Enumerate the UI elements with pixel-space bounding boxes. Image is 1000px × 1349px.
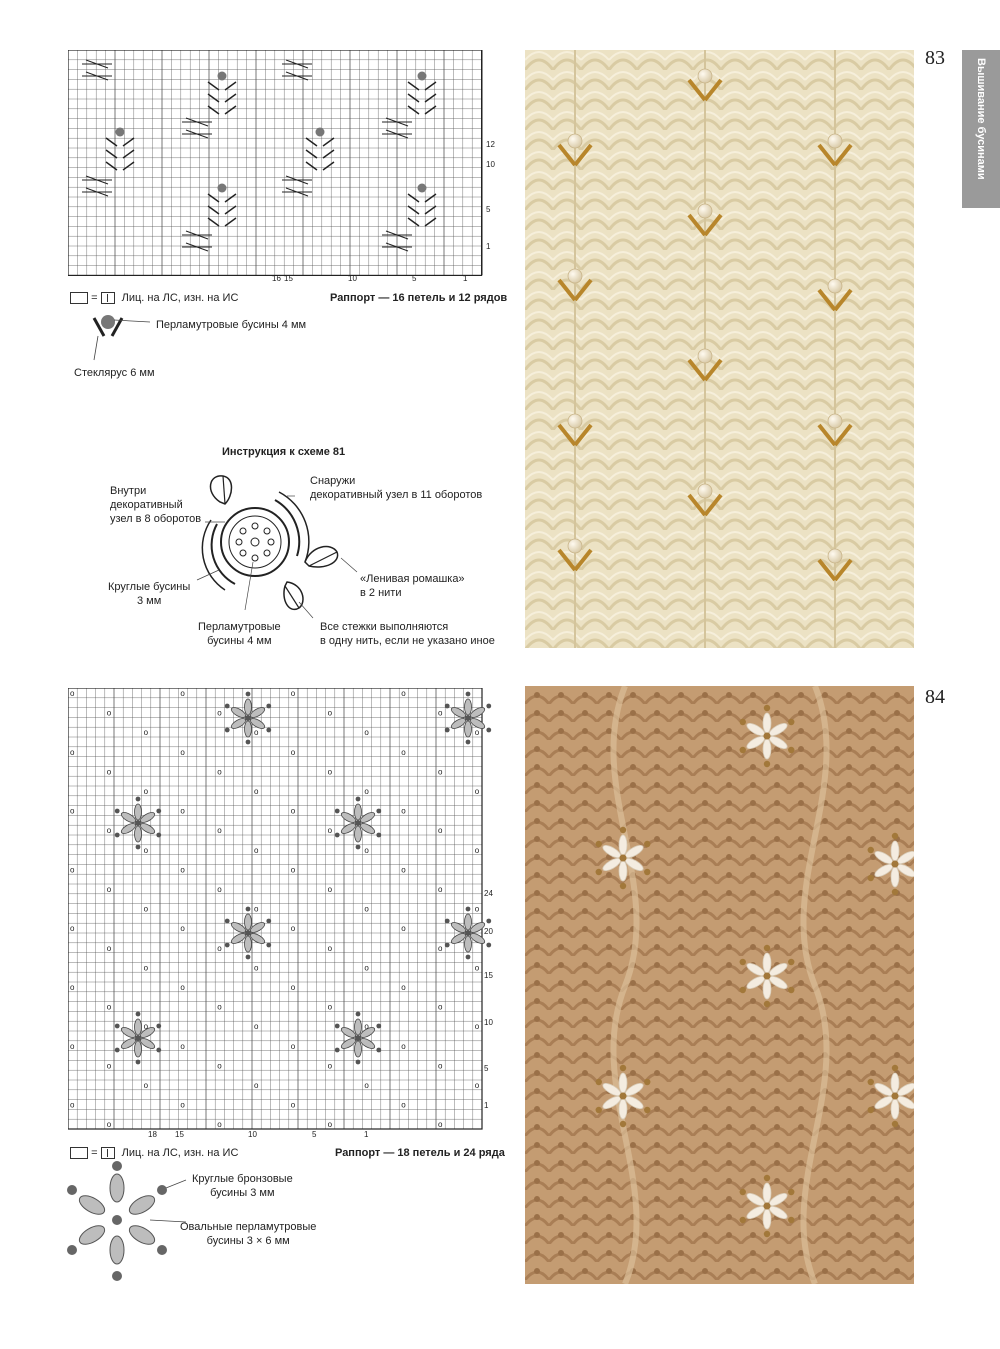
legend-equals: =: [91, 1147, 98, 1159]
bead-motif: [208, 184, 236, 227]
stitch-symbol: o: [438, 885, 443, 894]
stitch-symbol: o: [106, 1002, 112, 1012]
chart-83-grid: [68, 50, 498, 285]
stitch-symbol: o: [106, 1120, 112, 1130]
row-number: 10: [484, 1018, 493, 1027]
row-number: 12: [486, 140, 495, 149]
stitch-symbol: o: [217, 943, 222, 953]
chart-83: [68, 50, 498, 290]
bugle-motif: [282, 60, 312, 80]
bronze-beads-line-2: бусины 3 мм: [210, 1187, 275, 1199]
stitch-symbol: o: [290, 983, 296, 992]
stitch-symbol: o: [474, 1081, 480, 1090]
side-tab-label: Вышивание бусинами: [975, 58, 987, 180]
stitch-symbol: o: [290, 1100, 296, 1110]
row-number: 5: [484, 1064, 489, 1073]
inner-knot-line-1: Внутри: [110, 485, 147, 497]
stitch-symbol: o: [364, 787, 369, 796]
side-tab[interactable]: [962, 50, 1000, 208]
oval-beads-label: [180, 1220, 316, 1248]
stitch-symbol: o: [290, 1041, 296, 1051]
stitch-symbol: o: [438, 826, 443, 836]
stitch-symbol: o: [327, 826, 333, 836]
stitch-symbol: o: [106, 826, 112, 836]
stitch-symbol: o: [364, 963, 369, 973]
bugle-motif: [82, 176, 112, 196]
bead-motif: [408, 72, 436, 115]
stitch-symbol: o: [143, 845, 149, 855]
stitch-symbol: o: [217, 767, 222, 777]
flower-motif: [445, 692, 491, 745]
page-number-83: 83: [925, 47, 945, 69]
lazy-daisy-label: [360, 572, 465, 600]
stitch-symbol: o: [254, 787, 259, 796]
stitch-symbol: o: [364, 904, 369, 914]
tan-knit-image: [525, 686, 914, 1284]
bugle-motif: [282, 176, 312, 196]
bugle-label-83: Стеклярус 6 мм: [74, 367, 155, 379]
pearl-beads-line-1: Перламутровые: [198, 621, 281, 633]
stitch-symbol: o: [143, 728, 149, 738]
flower-motif: [335, 1012, 381, 1065]
outer-knot-line-1: Снаружи: [310, 475, 356, 487]
stitch-note: [320, 620, 495, 648]
stitch-symbol: o: [180, 865, 185, 875]
cream-knit-image: [525, 50, 914, 648]
row-number: 1: [486, 242, 491, 251]
flower-legend-84: [62, 1160, 192, 1295]
row-number: 24: [484, 889, 493, 898]
stitch-symbol: o: [254, 728, 259, 738]
stitch-symbol: o: [474, 787, 480, 796]
stitch-symbol: o: [180, 983, 185, 992]
stitch-symbol: o: [106, 708, 112, 718]
stitch-symbol: o: [254, 963, 259, 973]
stitch-symbol: o: [327, 943, 333, 953]
stitch-symbol: o: [70, 1100, 75, 1110]
col-number: 18: [148, 1130, 157, 1138]
bead-motif: [106, 128, 134, 171]
stitch-symbol: o: [290, 747, 296, 757]
legend-84-knit: [70, 1146, 238, 1160]
bead-flower-icon: [62, 1160, 192, 1290]
stitch-symbol: o: [401, 924, 406, 934]
bead-bugle-legend-83: [88, 308, 158, 368]
bead-motif: [208, 72, 236, 115]
stitch-symbol: o: [70, 865, 75, 875]
col-number: 5: [412, 274, 417, 283]
stitch-symbol: o: [217, 1061, 222, 1071]
chart-84: [68, 688, 498, 1143]
inner-knot-label: [110, 484, 201, 526]
col-number: 10: [348, 274, 357, 283]
stitch-symbol: o: [290, 865, 296, 875]
stitch-symbol: o: [143, 787, 149, 796]
pearl-beads-label: [198, 620, 281, 648]
empty-cell-icon: [70, 1147, 88, 1159]
pearl-bead-label-83: Перламутровые бусины 4 мм: [156, 319, 307, 331]
inner-knot-line-2: декоративный: [110, 499, 183, 511]
row-number: 1: [484, 1101, 489, 1110]
knit-sample-photo-83: [525, 50, 914, 648]
round-beads-line-1: Круглые бусины: [108, 581, 191, 593]
stitch-symbol: o: [290, 924, 296, 934]
stitch-symbol: o: [438, 708, 443, 718]
stitch-symbol: o: [143, 963, 149, 973]
flower-motif: [115, 1012, 161, 1065]
stitch-symbol: o: [106, 885, 112, 894]
stitch-symbol: o: [70, 1041, 75, 1051]
outer-knot-line-2: декоративный узел в 11 оборотов: [310, 489, 483, 501]
empty-cell-icon: [70, 292, 88, 304]
inner-knot-line-3: узел в 8 оборотов: [110, 513, 202, 525]
repeat-84: Раппорт — 18 петель и 24 ряда: [335, 1147, 505, 1159]
stitch-symbol: o: [474, 963, 480, 973]
row-number: 10: [486, 160, 495, 169]
knit-sample-photo-84: [525, 686, 914, 1284]
stitch-symbol: o: [217, 826, 222, 836]
knit-cell-icon: [101, 1147, 115, 1159]
legend-knit-text: Лиц. на ЛС, изн. на ИС: [121, 1147, 239, 1159]
stitch-symbol: o: [254, 845, 259, 855]
stitch-symbol: o: [364, 1022, 369, 1032]
stitch-symbol: o: [254, 904, 259, 914]
legend-equals: =: [91, 292, 98, 304]
stitch-symbol: o: [254, 1022, 259, 1032]
stitch-symbol: o: [401, 747, 406, 757]
stitch-symbol: o: [401, 1041, 406, 1051]
stitch-symbol: o: [438, 1002, 443, 1012]
bead-motif: [408, 184, 436, 227]
lazy-daisy-line-2: в 2 нити: [360, 587, 402, 599]
stitch-symbol: o: [106, 1061, 112, 1071]
flower-motif: [225, 692, 271, 745]
repeat-83: Раппорт — 16 петель и 12 рядов: [330, 292, 508, 304]
stitch-symbol: o: [70, 747, 75, 757]
bead-motif: [306, 128, 334, 171]
stitch-symbol: o: [254, 1081, 259, 1090]
stitch-symbol: o: [180, 1100, 185, 1110]
stitch-symbol: o: [290, 689, 296, 698]
stitch-symbol: o: [401, 689, 406, 698]
stitch-symbol: o: [364, 845, 369, 855]
stitch-symbol: o: [143, 1022, 149, 1032]
oval-beads-line-2: бусины 3 × 6 мм: [206, 1235, 290, 1247]
knit-cell-icon: [101, 292, 115, 304]
stitch-symbol: o: [327, 1002, 333, 1012]
col-number: 10: [248, 1130, 257, 1138]
stitch-symbol: o: [327, 767, 333, 777]
stitch-symbol: o: [217, 1120, 222, 1130]
stitch-symbol: o: [217, 1002, 222, 1012]
col-number: 1: [463, 274, 468, 283]
stitch-symbol: o: [180, 1041, 185, 1051]
legend-83-knit: [70, 291, 238, 305]
row-number: 5: [486, 205, 491, 214]
stitch-symbol: o: [438, 943, 443, 953]
stitch-symbol: o: [364, 728, 369, 738]
stitch-symbol: o: [217, 708, 222, 718]
stitch-symbol: o: [474, 1022, 480, 1032]
bead-bugle-icon: [88, 308, 158, 363]
stitch-symbol: o: [327, 1120, 333, 1130]
stitch-symbol: o: [438, 1120, 443, 1130]
stitch-symbol: o: [70, 689, 75, 698]
round-beads-label: [108, 580, 190, 608]
stitch-symbol: o: [70, 806, 75, 816]
row-number: 20: [484, 927, 493, 936]
bugle-motif: [82, 60, 112, 80]
oval-beads-line-1: Овальные перламутровые: [180, 1221, 317, 1233]
stitch-symbol: o: [401, 806, 406, 816]
stitch-symbol: o: [180, 747, 185, 757]
stitch-symbol: o: [474, 728, 480, 738]
pearl-beads-line-2: бусины 4 мм: [207, 635, 272, 647]
bronze-beads-line-1: Круглые бронзовые: [192, 1173, 293, 1185]
stitch-symbol: o: [143, 1081, 149, 1090]
stitch-symbol: o: [143, 904, 149, 914]
flower-motif: [335, 797, 381, 850]
stitch-symbol: o: [327, 885, 333, 894]
col-number: 15: [175, 1130, 184, 1138]
grid-lines: [68, 688, 482, 1129]
stitch-symbol: o: [474, 904, 480, 914]
stitch-symbol: o: [327, 1061, 333, 1071]
round-beads-line-2: 3 мм: [136, 595, 162, 607]
flower-motif: [115, 797, 161, 850]
stitch-symbol: o: [217, 885, 222, 894]
grid-lines: [68, 50, 482, 275]
outer-knot-label: [310, 474, 482, 502]
lazy-daisy-line-1: «Ленивая ромашка»: [360, 573, 465, 585]
stitch-symbol: o: [438, 767, 443, 777]
chart-84-grid: [68, 688, 498, 1138]
legend-knit-text: Лиц. на ЛС, изн. на ИС: [121, 292, 239, 304]
stitch-symbol: o: [364, 1081, 369, 1090]
stitch-symbol: o: [106, 767, 112, 777]
stitch-note-line-1: Все стежки выполняются: [320, 621, 449, 633]
bugle-motif: [182, 231, 212, 251]
stitch-symbol: o: [180, 689, 185, 698]
page-number-84: 84: [925, 686, 945, 708]
stitch-symbol: o: [70, 924, 75, 934]
bugle-motif: [182, 118, 212, 138]
col-number: 15: [284, 274, 293, 283]
stitch-symbol: o: [290, 806, 296, 816]
stitch-symbol: o: [327, 708, 333, 718]
instruction-81-title: Инструкция к схеме 81: [222, 446, 346, 458]
stitch-note-line-2: в одну нить, если не указано иное: [320, 635, 495, 647]
stitch-symbol: o: [70, 983, 75, 992]
stitch-symbol: o: [401, 1100, 406, 1110]
stitch-symbol: o: [106, 943, 112, 953]
stitch-symbol: o: [180, 806, 185, 816]
stitch-symbol: o: [438, 1061, 443, 1071]
stitch-symbol: o: [180, 924, 185, 934]
col-number: 16: [272, 274, 281, 283]
stitch-symbol: o: [401, 983, 406, 992]
bronze-beads-label: [192, 1172, 293, 1200]
col-number: 5: [312, 1130, 317, 1138]
col-number: 1: [364, 1130, 369, 1138]
stitch-symbol: o: [474, 845, 480, 855]
stitch-symbol: o: [401, 865, 406, 875]
row-number: 15: [484, 971, 493, 980]
